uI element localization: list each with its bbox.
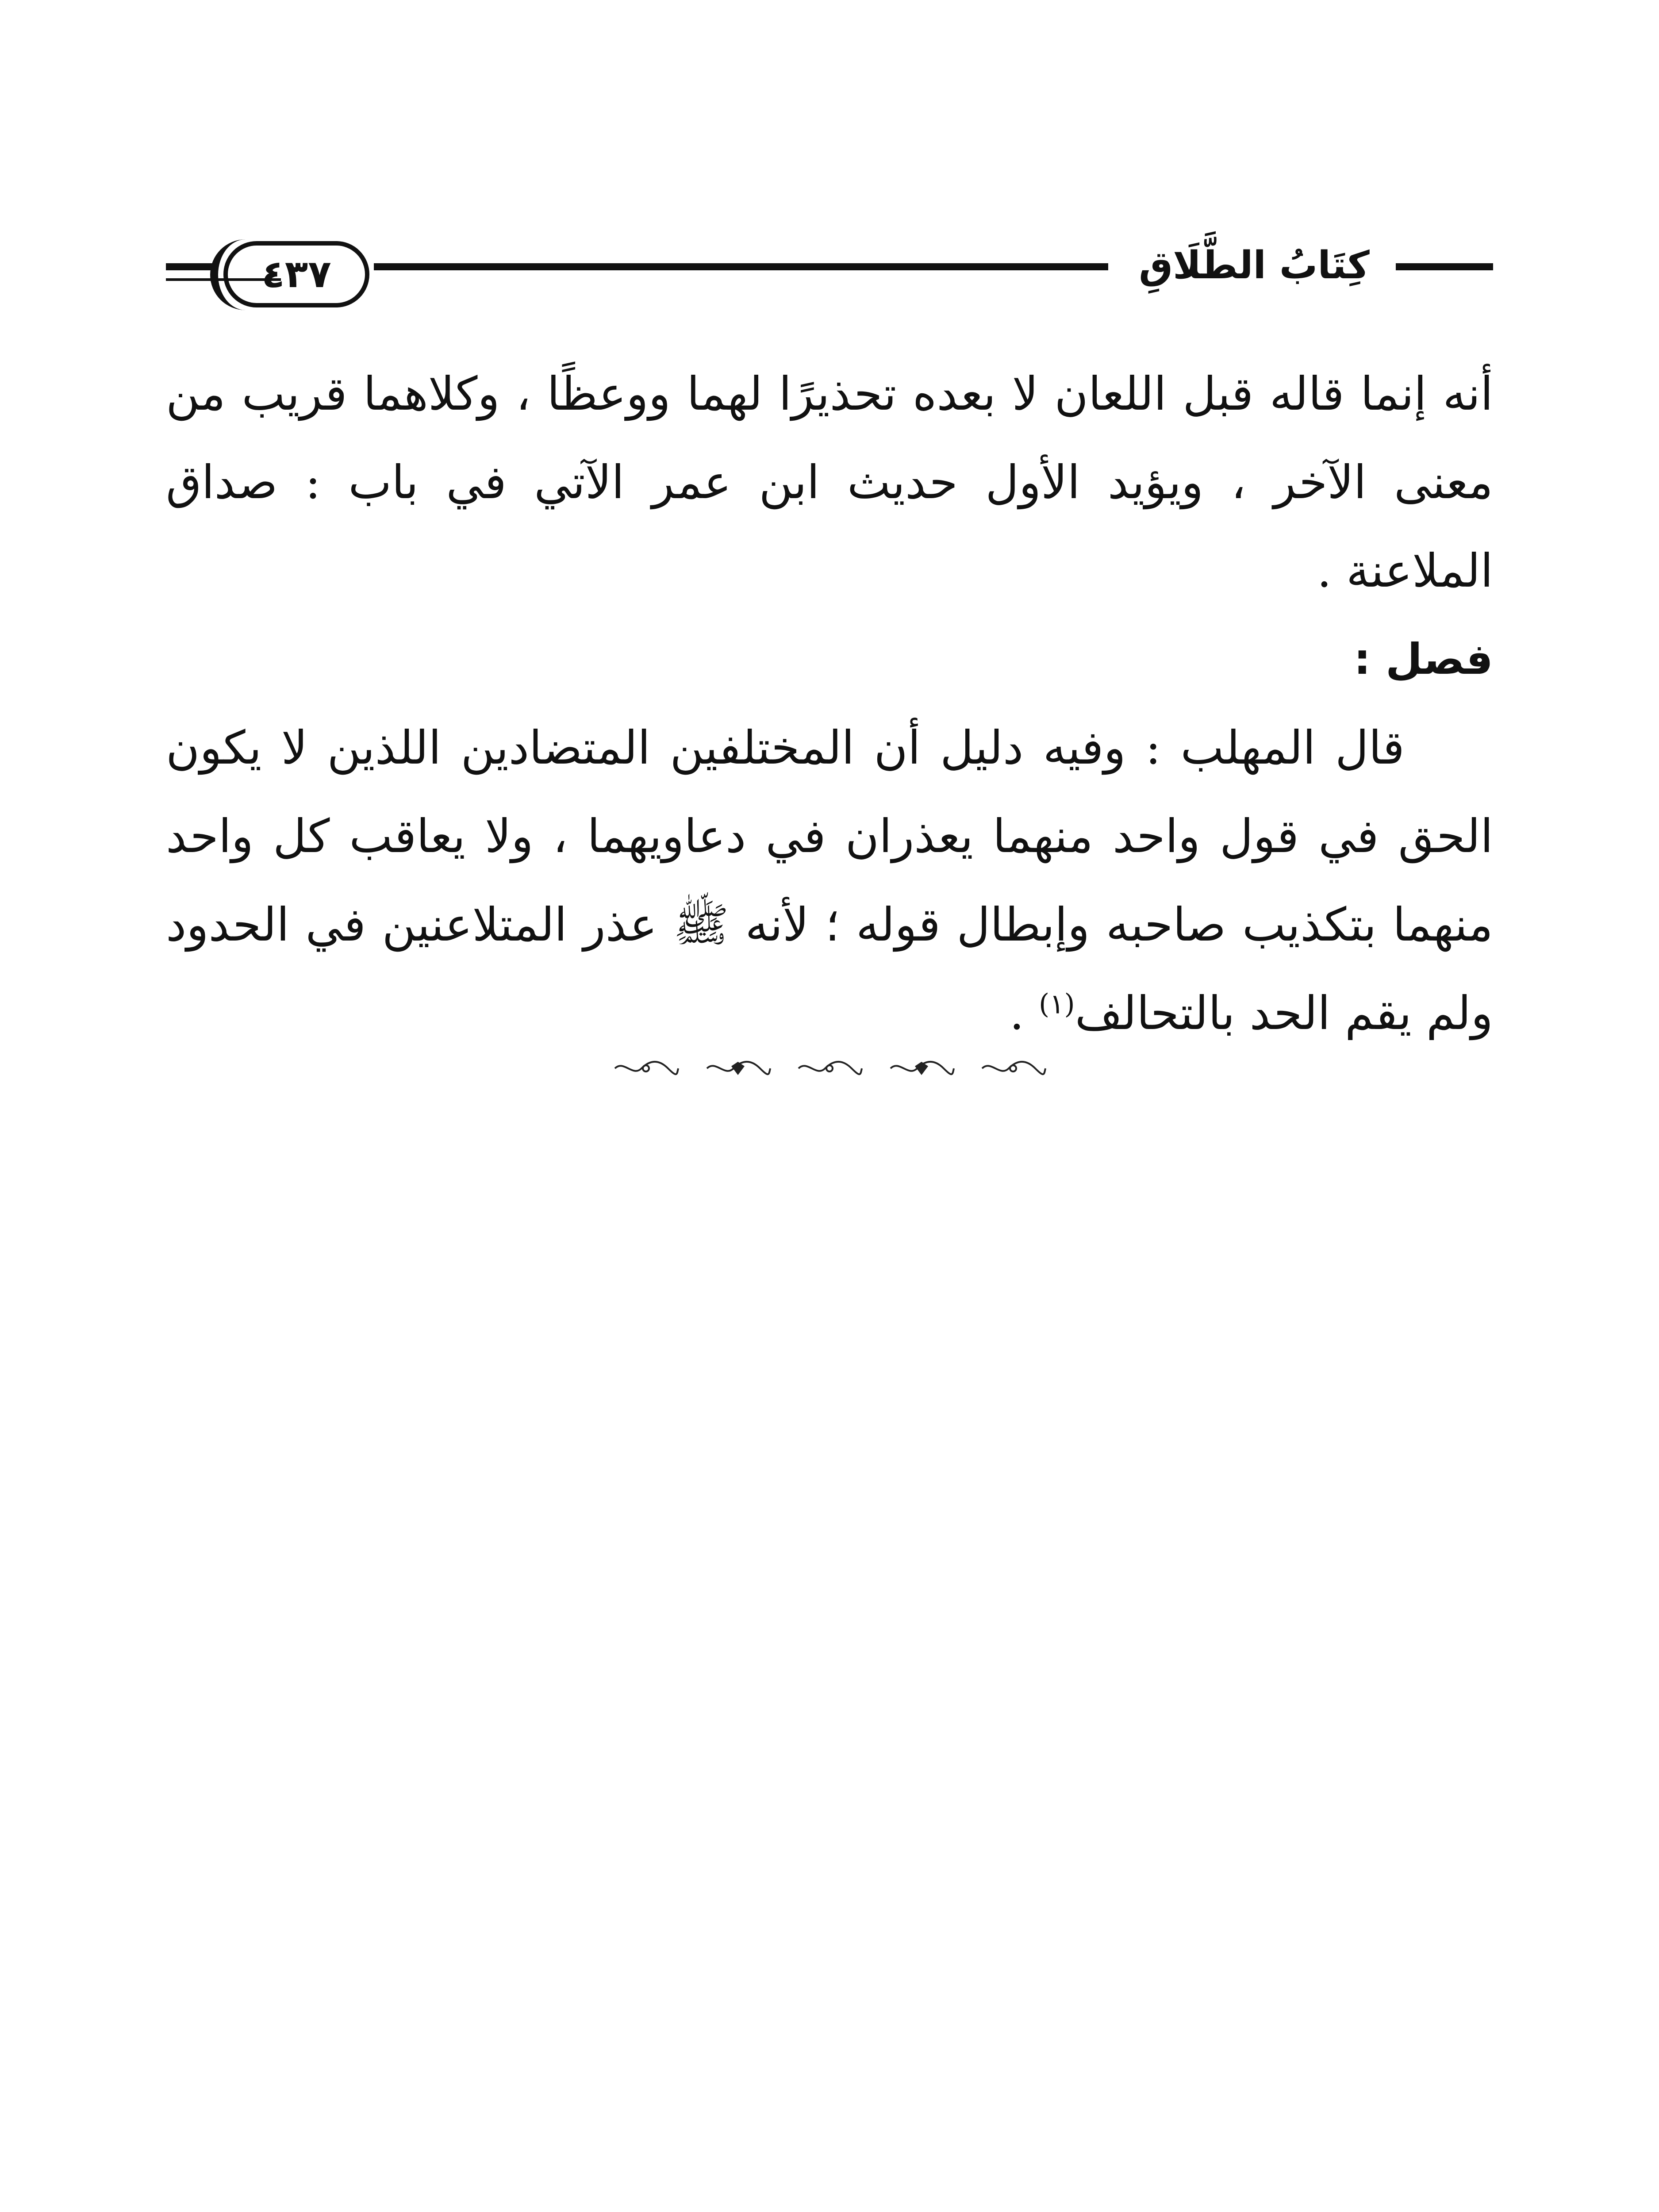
page-body [166, 349, 1493, 1057]
header-rule-middle [374, 263, 1108, 270]
ornament-piece-icon [888, 1057, 955, 1079]
header-rule-left [166, 263, 215, 270]
floral-divider-icon [613, 1055, 1046, 1082]
paragraph-1: أنه إنما قاله قبل اللعان لا بعده تحذيرًا لهما ووعظًا ، وكلاهما قريب من معنى الآخر ، ويؤيد الأول حديث ابن عمر الآتي في باب : صداق الملاعنة . [166, 367, 1493, 598]
chapter-title: كِتَابُ الطَّلَاقِ [1139, 243, 1370, 288]
page-number: ٤٣٧ [261, 252, 331, 296]
paragraph-2-text: قال المهلب : وفيه دليل أن المختلفين المتضادين اللذين لا يكون الحق في قول واحد منهما يعذران في دعاويهما ، ولا يعاقب كل واحد منهما بتكذيب صاحبه وإبطال قوله ؛ لأنه ﷺ عذر المتلاعنين في الحدود ولم يقم الحد بالتحالف [166, 721, 1493, 1040]
ornament-piece-icon [796, 1057, 863, 1079]
page-number-badge [223, 241, 369, 307]
running-header [166, 241, 1493, 316]
ornament-piece-icon [980, 1057, 1046, 1079]
paragraph-2 [166, 703, 1493, 1057]
footnote-reference[interactable]: (١) [1039, 987, 1075, 1020]
section-heading: فصل : [1354, 634, 1493, 684]
ornament-piece-icon [613, 1057, 679, 1079]
ornament-piece-icon [705, 1057, 771, 1079]
header-rule-right [1396, 263, 1493, 270]
paragraph-2-end: . [1009, 986, 1039, 1040]
